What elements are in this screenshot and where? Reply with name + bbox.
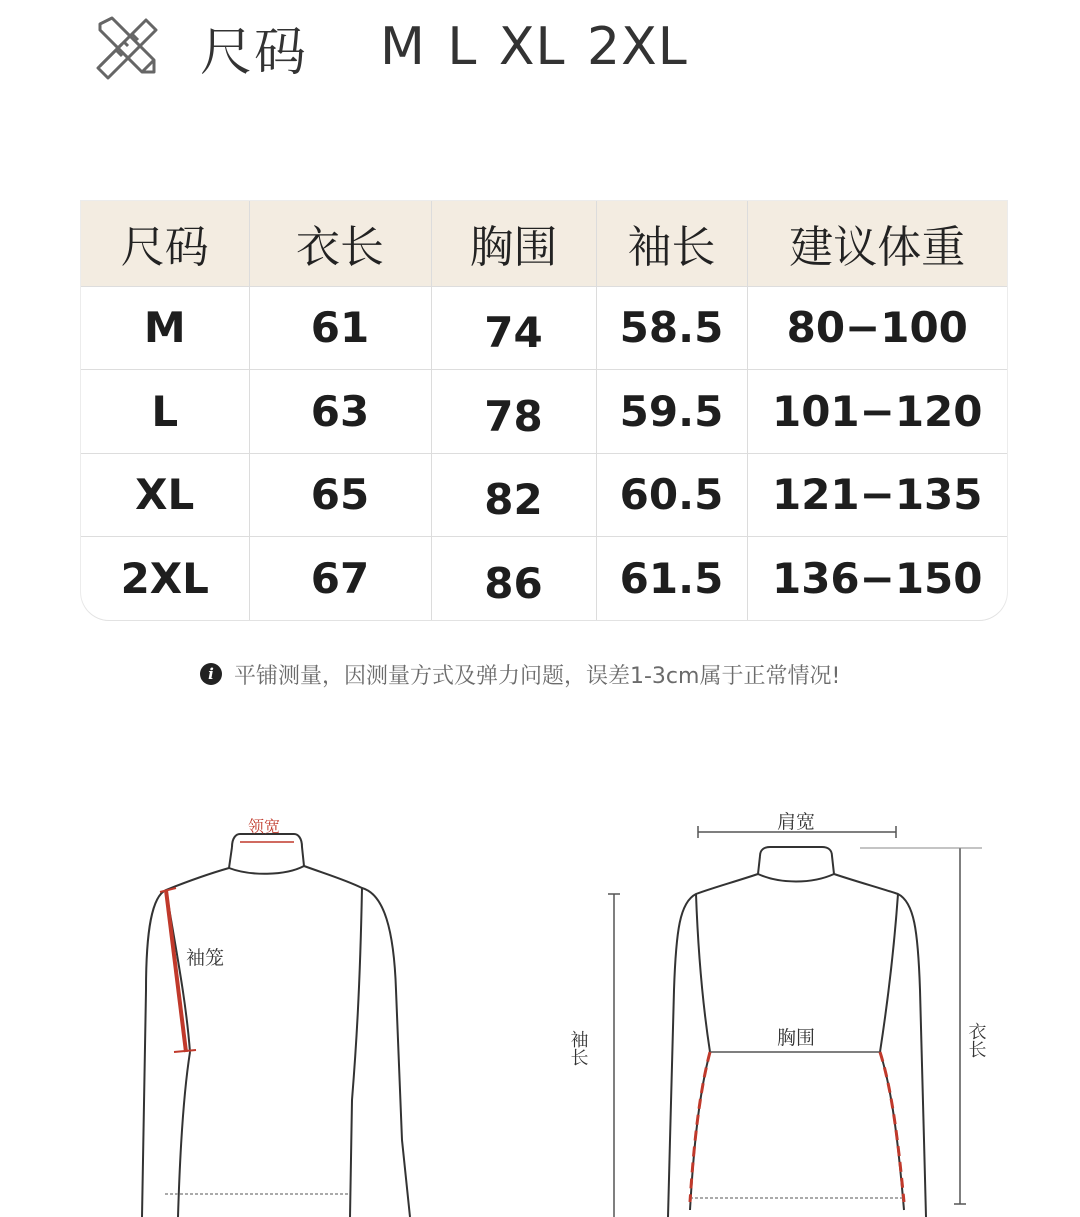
header-size: 尺码 <box>81 201 249 286</box>
header-sleeve: 袖长 <box>596 201 747 286</box>
cell-size: M <box>81 286 249 370</box>
table-row <box>81 453 1007 537</box>
cell-weight: 80−100 <box>786 303 968 353</box>
cell-size: XL <box>81 453 249 537</box>
table-row <box>81 370 1007 454</box>
label-collar-width: 领宽 <box>248 817 281 836</box>
table-row <box>81 537 1007 621</box>
cell-length: 65 <box>249 453 431 537</box>
label-armhole: 袖笼 <box>186 947 225 969</box>
label-chest: 胸围 <box>777 1027 816 1049</box>
measurement-note <box>200 654 840 694</box>
page-header <box>92 12 688 82</box>
cell-length: 67 <box>249 537 431 621</box>
cell-chest: 82 <box>431 453 596 537</box>
collar-width-marker <box>240 817 294 842</box>
cell-sleeve: 60.5 <box>596 453 747 537</box>
cell-chest: 78 <box>431 370 596 454</box>
cell-weight: 101−120 <box>771 386 983 436</box>
table-header-row <box>81 201 1007 286</box>
armhole-marker <box>160 888 224 1052</box>
cell-weight: 136−150 <box>771 554 983 603</box>
table-row <box>81 286 1007 370</box>
cell-sleeve: 58.5 <box>596 286 747 370</box>
cell-weight: 121−135 <box>771 470 983 520</box>
info-icon: i <box>200 663 222 685</box>
header-weight: 建议体重 <box>789 222 966 274</box>
cell-sleeve: 59.5 <box>596 370 747 454</box>
cell-size: 2XL <box>81 537 249 621</box>
size-table <box>81 201 1007 620</box>
garment-diagram <box>0 790 1080 1217</box>
note-text: 平铺测量，因测量方式及弹力问题，误差1-3cm属于正常情况! <box>234 663 841 689</box>
label-sleeve-length: 袖长 <box>567 1030 589 1066</box>
page-title: 尺码 <box>200 22 309 83</box>
cell-sleeve: 61.5 <box>596 537 747 621</box>
chest-marker <box>690 1027 904 1202</box>
cell-size: L <box>81 370 249 454</box>
header-chest: 胸围 <box>431 201 596 286</box>
header-length: 衣长 <box>249 201 431 286</box>
pencil-ruler-icon <box>92 14 160 80</box>
label-body-length: 衣长 <box>965 1022 987 1058</box>
cell-length: 61 <box>249 286 431 370</box>
body-length-marker <box>860 848 987 1204</box>
label-shoulder-width: 肩宽 <box>777 811 816 833</box>
cell-chest: 86 <box>431 537 596 621</box>
size-list: M L XL 2XL <box>380 17 688 77</box>
shoulder-width-marker <box>698 811 896 838</box>
sleeve-length-marker <box>568 894 621 1217</box>
cell-chest: 74 <box>431 286 596 370</box>
cell-length: 63 <box>249 370 431 454</box>
